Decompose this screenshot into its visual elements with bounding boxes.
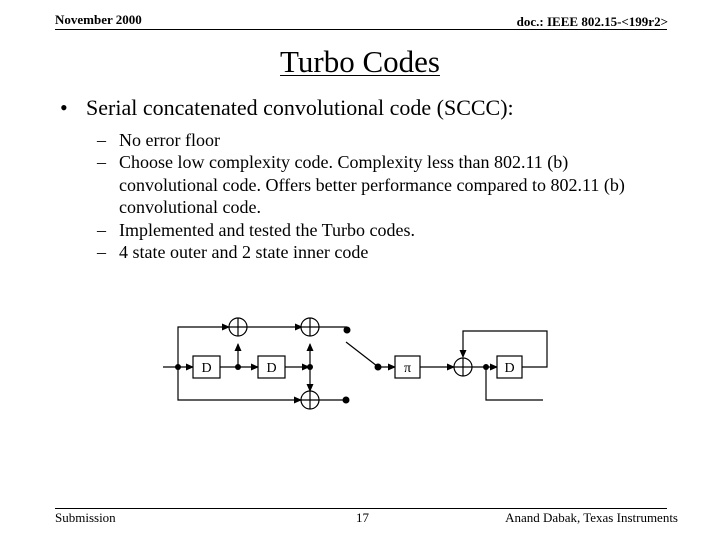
sub-bullet-text: Implemented and tested the Turbo codes. <box>119 219 415 240</box>
sub-bullet-item: – 4 state outer and 2 state inner code <box>97 242 369 263</box>
switch-terminal-dot <box>343 397 350 404</box>
footer-page-number: 17 <box>356 510 369 525</box>
sub-bullet-item: – Implemented and tested the Turbo codes. <box>97 219 415 240</box>
junction-dot <box>175 364 181 370</box>
sub-bullet-text: 4 state outer and 2 state inner code <box>119 242 369 263</box>
delay-label-3: D <box>504 361 515 376</box>
sub-bullet-text: Choose low complexity code. Complexity less than 802.11 (b) convolutional code. Offers better performance compared to 802.11 (b) convolutional code. <box>119 152 625 218</box>
footer-author: Anand Dabak, Texas Instruments <box>505 510 678 525</box>
xor-adder-icon <box>454 358 472 376</box>
xor-adder-icon <box>301 391 319 409</box>
junction-dot <box>235 364 241 370</box>
sub-bullet-text: No error floor <box>119 130 220 150</box>
delay-label-1: D <box>201 361 212 376</box>
main-bullet-text: Serial concatenated convolutional code (SCCC): <box>86 95 514 120</box>
delay-label-2: D <box>266 361 277 376</box>
sub-bullet-item: – No error floor <box>97 130 220 150</box>
xor-adder-icon <box>229 318 247 336</box>
slide-title-text: Turbo Codes <box>280 44 440 79</box>
footer-rule <box>55 508 667 509</box>
xor-adder-icon <box>301 318 319 336</box>
header-doc-id: doc.: IEEE 802.15-<199r2> <box>516 14 668 29</box>
switch-terminal-dot <box>344 327 351 334</box>
junction-dot <box>307 364 313 370</box>
switch-pivot-dot <box>375 364 382 371</box>
sub-bullet-item: – Choose low complexity code. Complexity less than 802.11 (b) convolutional code. Offers better performance compared to 802.11 (b) convolutional code. <box>97 151 657 218</box>
interleaver-label: π <box>403 361 412 376</box>
header-date: November 2000 <box>55 12 142 27</box>
footer-submission: Submission <box>55 510 116 525</box>
junction-dot <box>483 364 489 370</box>
bullet-dot: • <box>60 95 68 120</box>
